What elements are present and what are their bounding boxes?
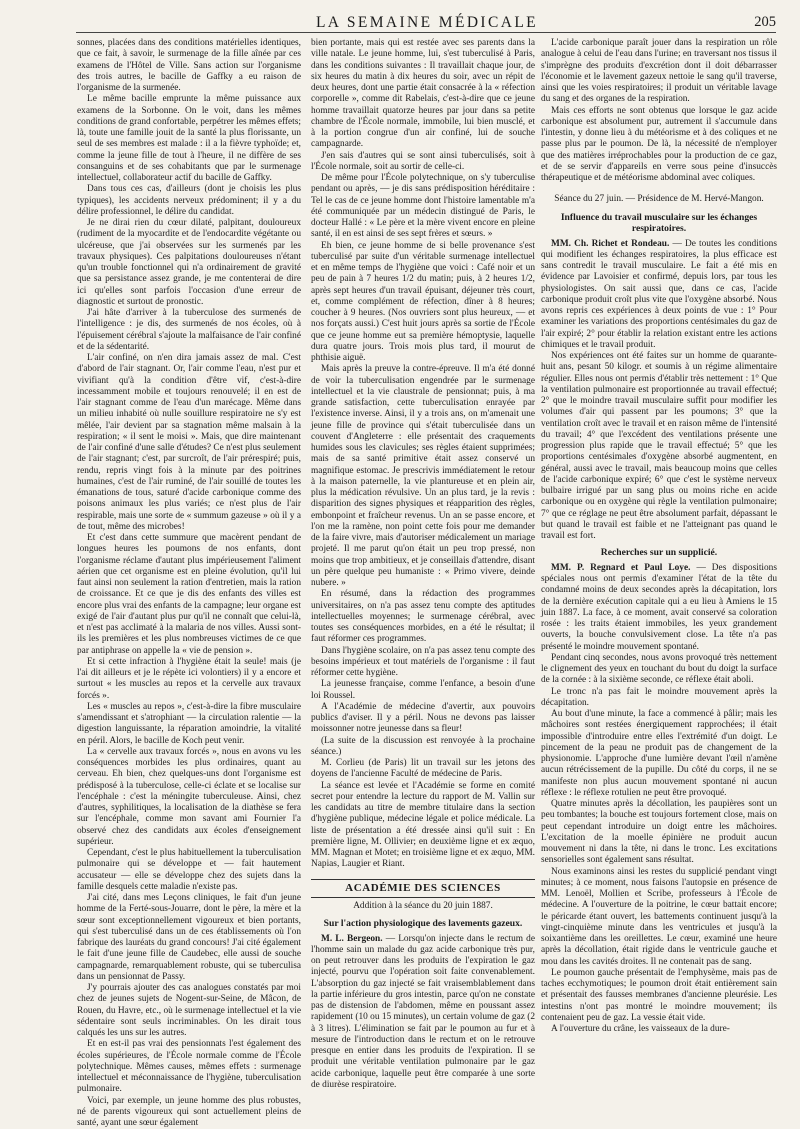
paragraph: De même pour l'École polytechnique, on s'y tuberculise pendant ou après, — je dis sans prédisposition héréditaire : Tel le cas de ce jeune homme dont l'histoire lamentable m'a été communiquée par un médecin distingué de Paris, le docteur Hallé : « Le père et la mère vivent encore en pleine santé, il en est ainsi de ses sept frères et sœurs. »	[311, 173, 535, 241]
paragraph: Et c'est dans cette summure que macèrent pendant de longues heures les poumons de nos enfants, dont l'organisme réclame d'autant plus impérieusement l'aliment aérien que cet organisme est en pleine évolution, qu'il lui faut ainsi non seulement la ration d'entretien, mais la ration de croissance. Et ce que je dis des enfants des villes est encore plus vrai des enfants de la campagne; leur organe est exigé de l'air d'autant plus pur qu'il ne connaît que celui-là, et n'est pas acclimaté à la malaria de nos villes. Aussi sont-ils les premières et les plus nombreuses victimes de ce que par antiphrase on appelle la « vie de pension ».	[77, 533, 301, 657]
paragraph: Et si cette infraction à l'hygiène était la seule! mais (je l'ai dit ailleurs et je le répète ici volontiers) il y a encore et surtout « les muscles au repos et la cervelle aux travaux forcés ».	[77, 657, 301, 702]
paragraph: A l'ouverture du crâne, les vaisseaux de la dure-	[541, 1024, 777, 1035]
paragraph: Dans tous ces cas, d'ailleurs (dont je choisis les plus typiques), les accidents nerveux prédominent; il y a du délire professionnel, le délire du candidat.	[77, 184, 301, 218]
paragraph: La jeunesse française, comme l'enfance, a besoin d'une loi Roussel.	[311, 679, 535, 702]
paragraph: Le même bacille emprunte la même puissance aux examens de la Sorbonne. On le voit, dans les mêmes conditions de grand confortable, perpétrer les mêmes effets; là, toute une famille jouit de la santé la plus florissante, un seul de ses membres est malade : il a la fièvre typhoïde; et, comme la jeune fille de tout à l'heure, il ne diffère de ses consanguins et de ses cohabitants que par le surmenage intellectuel, collaborateur actif du bacille de Gaffky.	[77, 94, 301, 184]
header-rule	[76, 32, 776, 33]
paragraph: (La suite de la discussion est renvoyée à la prochaine séance.)	[311, 736, 535, 759]
paragraph: J'y pourrais ajouter des cas analogues constatés par moi chez de jeunes sujets de Nogent-sur-Seine, de Mâcon, de Rouen, du Havre, etc., où le surmenage intellectuel et la vie sédentaire sont seuls incriminables. On les dirait tous calqués les uns sur les autres.	[77, 983, 301, 1039]
column-2	[311, 38, 535, 1116]
paragraph: Eh bien, ce jeune homme de si belle provenance s'est tuberculisé par suite d'un véritable surmenage intellectuel et en même temps de l'hygiène que voici : Café noir et un peu de pain à 7 heures 1/2 du matin; puis, à 2 heures 1/2, après sept heures d'un travail épuisant, déjeuner très court, et, comme complément de réfection, dîner à 8 heures; coucher à 9 heures. (Nos ouvriers sont plus heureux, — et nos forçats aussi.) C'est huit jours après sa sortie de l'École que ce jeune homme eut sa première hémoptysie, laquelle dura quatre jours. Trois mois plus tard, il mourut de phthisie aiguë.	[311, 241, 535, 365]
academy-subtitle: Addition à la séance du 20 juin 1887.	[311, 901, 535, 912]
paragraph: J'ai cité, dans mes Leçons cliniques, le fait d'un jeune homme de la Ferté-sous-Jouarre, dont le père, la mère et la sœur sont exceptionnellement vigoureux et bien portants, qui s'est tuberculisé dans un de ces établissements où l'on fabrique des lauréats du grand concours! J'ai cité également le fait d'une jeune fille de Caudebec, elle aussi de souche campagnarde, remarquablement robuste, qui se tuberculisa dans un pensionnat de Passy.	[77, 893, 301, 983]
paragraph: En résumé, dans la rédaction des programmes universitaires, on n'a pas assez tenu compte des aptitudes intellectuelles moyennes; le surmenage cérébral, avec toutes ses conséquences morbides, en a été le résultat; il faut réformer ces programmes.	[311, 589, 535, 645]
academy-title: ACADÉMIE DES SCIENCES	[311, 879, 535, 898]
column-1	[77, 38, 301, 1116]
paragraph-text: — Des dispositions spéciales nous ont permis d'examiner l'état de la tête du condamné moins de deux secondes après la décapitation, lors de la dernière exécution capitale qui a eu lieu à Amiens le 15 juin 1887. La face, à ce moment, avait conservé sa coloration rosée : les traits étaient immobiles, les yeux grandement ouverts, la bouche convulsivement close. La tête n'a pas présenté le moindre mouvement spontané.	[541, 563, 777, 652]
author-name: M. L. Bergeon.	[321, 934, 383, 944]
paragraph: La séance est levée et l'Académie se forme en comité secret pour entendre la lecture du rapport de M. Vallin sur les candidats au titre de membre titulaire dans la section d'hygiène publique, médecine légale et police médicale. La liste de présentation a été dressée ainsi qu'il suit : En première ligne, M. Ollivier; en deuxième ligne et ex æquo, MM. Magnan et Motet; en troisième ligne et ex æquo, MM. Napias, Laugier et Riant.	[311, 781, 535, 871]
journal-title: LA SEMAINE MÉDICALE	[78, 14, 776, 32]
paragraph: A l'Académie de médecine d'avertir, aux pouvoirs publics d'aviser. Il y a péril. Nous ne devons pas laisser moissonner notre jeunesse dans sa fleur!	[311, 702, 535, 736]
paragraph-text: — Lorsqu'on injecte dans le rectum de l'homme sain un malade du gaz acide carbonique très pur, on peut retrouver dans les produits de l'expiration le gaz injecté, pourvu que l'opération soit faite convenablement. L'absorption du gaz injecté se fait vraisemblablement dans la partie inférieure du gros intestin, parce qu'on ne constate pas de distension de l'abdomen, même en poussant assez rapidement (10 ou 15 minutes), un certain volume de gaz (2 à 3 litres). L'élimination se fait par le poumon au fur et à mesure de l'introduction dans le rectum et on le retrouve presque en entier dans les produits de l'expiration. Il se produit une véritable ventilation pulmonaire par le gaz acide carbonique, laquelle peut être comparée à une sorte de diurèse respiratoire.	[311, 934, 535, 1090]
paragraph: bien portante, mais qui est restée avec ses parents dans la ville natale. Le jeune homme, lui, s'est tuberculisé à Paris, dans les conditions suivantes : Il travaillait chaque jour, de six heures du matin à dix heures du soir, avec un répit de deux heures, dont une partie était consacrée à la « réfection corporelle », comme dit Rabelais, c'est-à-dire que ce jeune homme travaillait quatorze heures par jour dans sa petite chambre de l'École normale, immobile, lui bien musclé, et à la portion congrue d'un air confiné, lui de souche campagnarde.	[311, 38, 535, 151]
paragraph: J'ai hâte d'arriver à la tuberculose des surmenés de l'intelligence : je dis, des surmenés de nos écoles, où à l'épuisement cérébral s'ajoute la malfaisance de l'air confiné et de la sédentarité.	[77, 308, 301, 353]
paragraph: Les « muscles au repos », c'est-à-dire la fibre musculaire s'amendissant et s'atrophiant — la circulation ralentie — la digestion languissante, la réparation amoindrie, la vitalité en péril. Alors, le bacille de Koch peut venir.	[77, 702, 301, 747]
paragraph: Le tronc n'a pas fait le moindre mouvement après la décapitation.	[541, 687, 777, 710]
paragraph: Nous examinons ainsi les restes du supplicié pendant vingt minutes; à ce moment, nous faisons l'autopsie en présence de MM. Lenoël, Mollien et Scribe, professeurs à l'École de médecine. A l'ouverture de la poitrine, le cœur battait encore; le péricarde étant ouvert, les battements continuent jusqu'à la vingt-cinquième minute dans les ventricules et jusqu'à la soixantième dans les oreillettes. Le cœur, examiné une heure après la décollation, était rigide dans le ventricule gauche et mou dans les cavités droites. Il ne contenait pas de sang.	[541, 867, 777, 968]
paragraph: La « cervelle aux travaux forcés », nous en avons vu les conséquences morbides les plus ordinaires, quant au cerveau. Eh bien, chez quelques-uns dont l'organisme est prédisposé à la tuberculose, celle-ci éclate et se localise sur l'encéphale : c'est la méningite tuberculeuse. Ainsi, chez d'autres, syphilitiques, la localisation de la diathèse se fera sur l'encéphale, comme mon savant ami Fournier l'a observé chez des candidats aux écoles d'enseignement supérieur.	[77, 747, 301, 848]
page-number: 205	[754, 14, 776, 31]
paragraph: Le poumon gauche présentait de l'emphysème, mais pas de taches ecchymotiques; le poumon droit était entièrement sain et présentait des fausses membranes d'ancienne pleurésie. Les intestins n'ont pas montré le moindre mouvement; ils contenaient peu de gaz. La vessie était vide.	[541, 968, 777, 1024]
author-name: MM. P. Regnard et Paul Loye.	[551, 563, 690, 573]
paragraph: Mais après la preuve la contre-épreuve. Il m'a été donné de voir la tuberculisation engendrée par le surmenage intellectuel et la vie claustrale de pensionnat; puis, à ma grande satisfaction, cette tuberculisation enrayée par l'existence inverse. Ainsi, il y a trois ans, on m'amenait une jeune fille de province qui s'était tuberculisée dans un couvent d'Angleterre : elle présentait des craquements humides sous les clavicules; ses règles étaient supprimées; mais de sa santé primitive était assez conservé un magnifique estomac. Je prescrivis immédiatement le retour à la maison paternelle, la vie plantureuse et en plein air, plus la médication révulsive. Un an plus tard, je la revis : disparition des signes physiques et réapparition des règles, embonpoint et fraîcheur revenus. Un an se passe encore, et l'on me la ramène, non point cette fois pour me demander de la faire vivre, mais d'autoriser médicalement un mariage projeté. Il me parut qu'on était un peu trop pressé, non moins que trop ambitieux, et je conseillais d'attendre, disant un père quelque peu humaniste : « Primo vivere, deinde nubere. »	[311, 364, 535, 589]
column-3	[541, 38, 777, 1116]
author-name: MM. Ch. Richet et Rondeau.	[551, 239, 669, 249]
paragraph: L'acide carbonique paraît jouer dans la respiration un rôle analogue à celui de l'eau dans l'urine; en traversant nos tissus il s'imprègne des produits d'excrétion dont il doit débarrasser l'économie et le lavement gazeux nettoie le sang qu'il traverse, ainsi que les voies respiratoires; il produit un véritable lavage du sang et des organes de la respiration.	[541, 38, 777, 106]
paragraph	[311, 934, 535, 1092]
paragraph: Dans l'hygiène scolaire, on n'a pas assez tenu compte des besoins impérieux et tout matériels de l'organisme : il faut réformer cette hygiène.	[311, 646, 535, 680]
paragraph: Pendant cinq secondes, nous avons provoqué très nettement le clignement des yeux en touchant du bout du doigt la surface de la cornée : à la sixième seconde, ce réflexe était aboli.	[541, 653, 777, 687]
page-header	[78, 8, 776, 34]
paragraph: Voici, par exemple, un jeune homme des plus robustes, né de parents vigoureux qui sont actuellement pleins de santé, ayant une sœur également	[77, 1096, 301, 1129]
paragraph	[541, 239, 777, 352]
paragraph: Mais ces efforts ne sont obtenus que lorsque le gaz acide carbonique est absolument pur, autrement il s'accumule dans l'intestin, y donne lieu à du météorisme et à des coliques et ne passe plus par le poumon. De là, la nécessité de n'employer que des matières irréprochables pour la production de ce gaz, et de se servir d'appareils en verre sous peine d'insuccès thérapeutique et de météorisme abdominal avec coliques.	[541, 106, 777, 185]
paragraph: L'air confiné, on n'en dira jamais assez de mal. C'est d'abord de l'air stagnant. Or, l'air comme l'eau, n'est pur et vivifiant qu'à la condition d'être vif, c'est-à-dire incessamment mobile et toujours renouvelé; il en est de l'air stagnant comme de l'eau d'un marécage. Même dans un milieu inhabité où nulle souillure respiratoire ne s'y est mêlée, l'air devient par sa stagnation même malsain à la respiration; « il sent le moisi ». Mais, que dire maintenant de l'air confiné d'une salle d'études? Ce n'est plus seulement de l'air stagnant; c'est, par surcroît, de l'air prérespiré; puis, rendu, repris vingt fois à la minute par des poitrines humaines, c'est de l'air ruminé, de l'air souillé de toutes les émanations de tous, saturé d'acide carbonique comme des poisons animaux les plus variés; ce n'est plus de l'air respirable, mais une sorte de « summum gazeuse » où il y a de tout, même des microbes!	[77, 353, 301, 533]
paragraph: sonnes, placées dans des conditions matérielles identiques, que ce fait, à savoir, le surmenage de la fille aînée par ces examens de l'Hôtel de Ville. Sans action sur l'organisme des trois autres, le bacille de Gaffky a eu raison de l'organisme de la surmenée.	[77, 38, 301, 94]
article-heading: Recherches sur un supplicié.	[541, 547, 777, 559]
paragraph: Nos expériences ont été faites sur un homme de quarante-huit ans, pesant 50 kilogr. et soumis à un régime alimentaire régulier. Elles nous ont permis d'établir très nettement : 1° Que la ventilation pulmonaire est proportionnée au travail effectué; 2° que le moindre travail musculaire suffit pour modifier les volumes d'air qui passent par les poumons; 3° que la ventilation croît avec le travail et en raison même de l'intensité du travail; 4° que l'excédent des ventilations présente une progression plus rapide que le travail effectué; 5° que les proportions centésimales d'oxygène absorbé augmentent, en général, aussi avec le travail, mais beaucoup moins que celles de l'acide carbonique expiré; 6° que c'est le système nerveux bulbaire irrigué par un sang plus ou moins riche en acide carbonique ou en oxygène qui règle la ventilation pulmonaire; 7° que ce réglage ne peut être absolument parfait, dépassant le but quand le travail est faible et ne l'atteignant pas quand le travail est fort.	[541, 351, 777, 542]
paragraph: Cependant, c'est le plus habituellement la tuberculisation pulmonaire qui se développe et — fait hautement accusateur — elle se développe chez des sujets dans la famille desquels cette maladie n'existe pas.	[77, 848, 301, 893]
paragraph: M. Corlieu (de Paris) lit un travail sur les jetons des doyens de l'ancienne Faculté de médecine de Paris.	[311, 758, 535, 781]
paragraph	[541, 563, 777, 653]
article-heading: Sur l'action physiologique des lavements gazeux.	[311, 918, 535, 930]
paragraph: Quatre minutes après la décollation, les paupières sont un peu tombantes; la bouche est toujours fortement close, mais on peut cependant introduire un doigt entre les mâchoires. L'excitation de la moelle épinière ne produit aucun mouvement ni dans la tête, ni dans le tronc. Les excitations sensorielles sont également sans résultat.	[541, 799, 777, 867]
paragraph: Je ne dirai rien du cœur dilaté, palpitant, douloureux (rudiment de la myocardite et de l'endocardite végétante ou ulcéreuse, que j'ai observées sur les surmenés par les travaux physiques). Ces palpitations douloureuses n'étant qu'un trouble fonctionnel qui n'a ordinairement de gravité que sa persistance assez grande, je me contenterai de dire ici qu'elles sont parfois l'occasion d'une erreur de diagnostic et surtout de pronostic.	[77, 218, 301, 308]
paragraph: Et en est-il pas vrai des pensionnats l'est également des écoles supérieures, de l'École normale comme de l'École polytechnique. Mêmes causes, mêmes effets : surmenage intellectuel et méconnaissance de l'hygiène, tuberculisation pulmonaire.	[77, 1039, 301, 1095]
session-line: Séance du 27 juin. — Présidence de M. Hervé-Mangon.	[541, 194, 777, 205]
paragraph: Au bout d'une minute, la face a commencé à pâlir; mais les mâchoires sont restées énergiquement rapprochées; il était impossible d'introduire entre elles l'extrémité d'un doigt. Le pincement de la peau ne produit pas de changement de la physionomie. L'approche d'une lumière devant l'œil n'amène aucun rétrécissement de la pupille. Du côté du corps, il ne se manifeste non plus aucun mouvement spontané ni aucun réflexe : le réflexe rotulien ne peut être provoqué.	[541, 709, 777, 799]
paragraph-text: — De toutes les conditions qui modifient les échanges respiratoires, la plus efficace est sans contredit le travail musculaire. Le fait a été mis en évidence par Lavoisier et confirmé, depuis lors, par tous les physiologistes. On sait aussi que, dans ce cas, l'acide carbonique produit croît plus vite que l'oxygène absorbé. Nous avons repris ces expériences à deux points de vue : 1° Pour examiner les variations des proportions centésimales du gaz de l'air expiré; 2° pour établir la relation existant entre les actions chimiques et le travail produit.	[541, 239, 777, 350]
paragraph: J'en sais d'autres qui se sont ainsi tuberculisés, soit à l'École normale, soit au sortir de celle-ci.	[311, 151, 535, 174]
article-heading: Influence du travail musculaire sur les échanges respiratoires.	[541, 212, 777, 235]
